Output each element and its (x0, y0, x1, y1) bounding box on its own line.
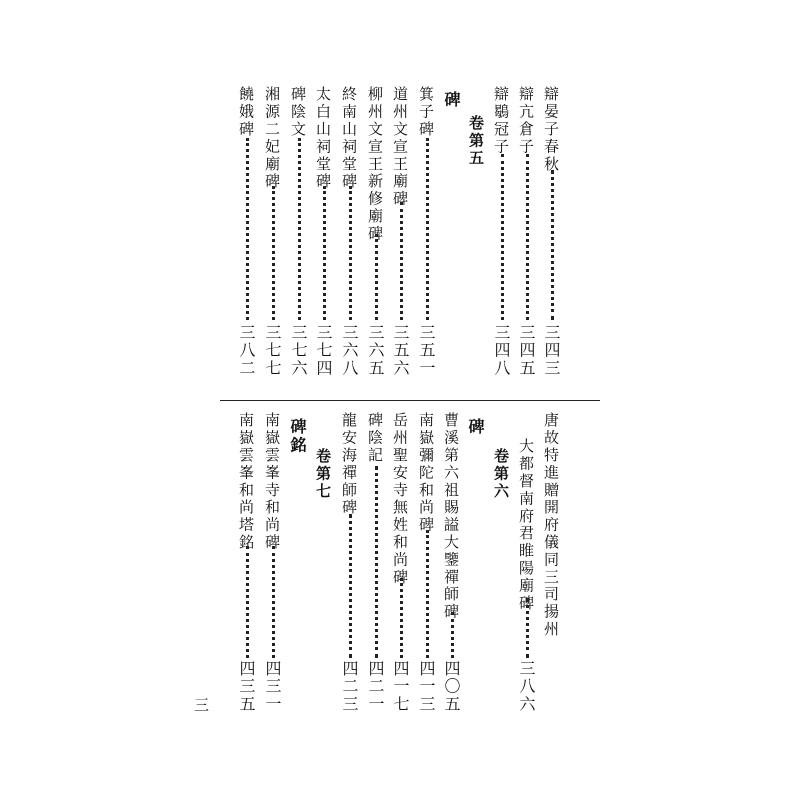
toc-entry-page: 三七四 (314, 324, 333, 377)
section-heading: 碑銘 (288, 418, 307, 456)
toc-entry-page: 三八二 (237, 324, 256, 377)
toc-entry-title: 辯鶡冠子 (492, 86, 510, 156)
leader-dots (272, 546, 275, 658)
toc-entry-page: 四〇五 (442, 660, 461, 713)
toc-entry-title: 道州文宣王廟碑 (391, 86, 409, 208)
section-heading: 碑 (466, 418, 485, 437)
page-number: 三 (194, 696, 210, 714)
leader-dots (526, 598, 529, 658)
toc-entry-page: 四一三 (417, 660, 436, 713)
toc-entry-title: 南嶽雲峯寺和尚碑 (263, 412, 281, 552)
toc-entry-title: 曹溪第六祖賜謚大鑒禪師碑 (442, 412, 460, 621)
leader-dots (501, 154, 504, 320)
toc-entry-title: 箕子碑 (417, 86, 435, 139)
toc-entry-title-continued: 大都督南府君睢陽廟碑 (517, 438, 535, 612)
toc-entry-page: 三五六 (391, 324, 410, 377)
leader-dots (349, 514, 352, 658)
leader-dots (426, 138, 429, 320)
leader-dots (451, 612, 454, 658)
leader-dots (551, 170, 554, 320)
leader-dots (298, 138, 301, 320)
leader-dots (246, 138, 249, 320)
toc-entry-title: 碑陰文 (289, 86, 307, 139)
leader-dots (375, 466, 378, 658)
toc-entry-page: 四三五 (237, 660, 256, 713)
leader-dots (400, 202, 403, 320)
toc-entry-page: 三六五 (366, 324, 385, 377)
leader-dots (272, 186, 275, 320)
section-heading: 碑 (442, 91, 461, 110)
toc-entry-title: 南嶽雲峯和尚塔銘 (237, 412, 255, 552)
toc-entry-title: 饒娥碑 (237, 86, 255, 139)
leader-dots (400, 578, 403, 658)
section-divider (220, 400, 600, 401)
toc-entry-title: 辯亢倉子 (517, 86, 535, 156)
toc-entry-title: 太白山祠堂碑 (314, 86, 332, 191)
toc-entry-page: 四一七 (391, 660, 410, 713)
toc-entry-title: 龍安海禪師碑 (340, 412, 358, 517)
toc-entry-title: 岳州聖安寺無姓和尚碑 (391, 412, 409, 586)
toc-entry-page: 三四五 (517, 324, 536, 377)
toc-entry-page: 三八六 (517, 660, 536, 713)
toc-entry-page: 四二一 (366, 660, 385, 713)
volume-heading: 卷第五 (467, 115, 485, 168)
toc-entry-page: 三四三 (542, 324, 561, 377)
toc-entry-title: 唐故特進贈開府儀同三司揚州 (542, 412, 560, 639)
toc-entry-page: 三四八 (492, 324, 511, 377)
toc-entry-page: 四三一 (263, 660, 282, 713)
toc-entry-title: 湘源二妃廟碑 (263, 86, 281, 191)
toc-entry-page: 四二三 (340, 660, 359, 713)
toc-entry-title: 柳州文宣王新修廟碑 (366, 86, 384, 243)
leader-dots (426, 530, 429, 658)
toc-entry-page: 三七六 (289, 324, 308, 377)
toc-entry-title: 南嶽彌陀和尚碑 (417, 412, 435, 534)
toc-entry-title: 碑陰記 (366, 412, 384, 465)
toc-entry-title: 終南山祠堂碑 (340, 86, 358, 191)
leader-dots (375, 234, 378, 320)
toc-entry-page: 三六八 (340, 324, 359, 377)
toc-entry-page: 三七七 (263, 324, 282, 377)
leader-dots (349, 186, 352, 320)
toc-entry-page: 三五一 (417, 324, 436, 377)
leader-dots (323, 186, 326, 320)
volume-heading: 卷第七 (314, 448, 332, 501)
toc-entry-title: 辯晏子春秋 (542, 86, 560, 173)
leader-dots (526, 154, 529, 320)
volume-heading: 卷第六 (492, 448, 510, 501)
leader-dots (246, 546, 249, 658)
